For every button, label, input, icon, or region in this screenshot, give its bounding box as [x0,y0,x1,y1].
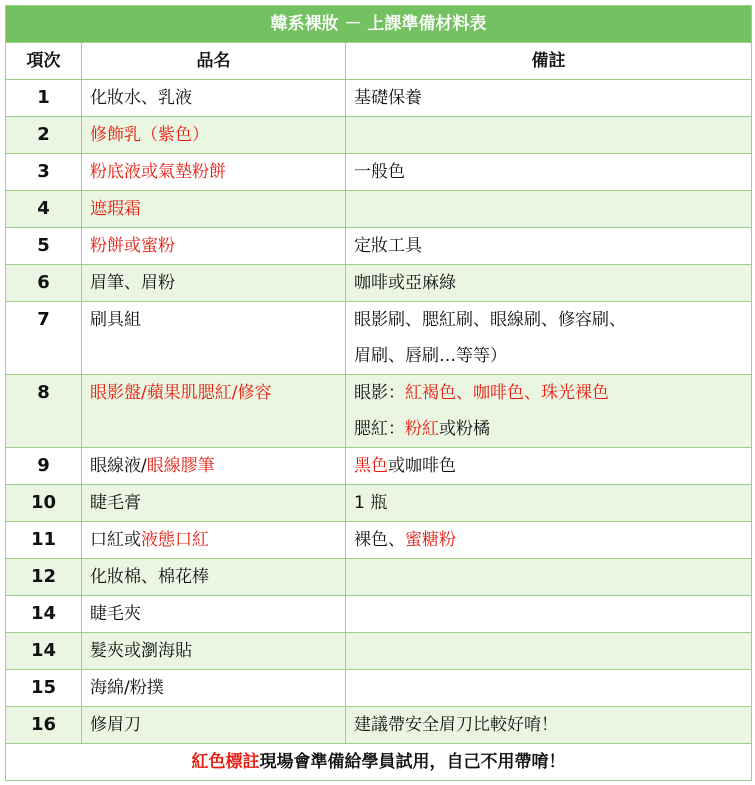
row-index: 10 [6,485,82,522]
text-segment: 髮夾或瀏海貼 [90,641,192,661]
table-row [6,228,752,265]
row-index: 5 [6,228,82,265]
text-segment: 基礎保養 [354,88,422,108]
row-item [82,191,346,228]
header-item: 品名 [82,43,346,80]
table-row [6,559,752,596]
row-item [82,117,346,154]
text-segment: 一般色 [354,162,405,182]
text-segment: 紅褐色、咖啡色、珠光裸色 [405,383,609,403]
row-note [346,596,752,633]
row-note [346,265,752,302]
table-row [6,485,752,522]
materials-table [5,5,752,781]
text-segment: 遮瑕霜 [90,199,141,219]
row-item [82,707,346,744]
footer-row [6,744,752,781]
row-index: 6 [6,265,82,302]
row-index: 8 [6,375,82,448]
header-row [6,43,752,80]
text-segment: 睫毛膏 [90,493,141,513]
row-index: 3 [6,154,82,191]
text-segment: 腮紅： [354,419,405,439]
note-line [354,338,743,374]
row-note [346,559,752,596]
text-segment: 蜜糖粉 [405,530,456,550]
note-line [354,80,743,116]
row-index: 15 [6,670,82,707]
text-segment: 睫毛夾 [90,604,141,624]
row-index: 7 [6,302,82,375]
note-line [354,448,743,484]
note-line [354,485,743,521]
row-item [82,302,346,375]
text-segment: 修飾乳（紫色） [90,125,209,145]
text-segment: 粉紅 [405,419,439,439]
text-segment: 建議帶安全眉刀比較好唷！ [354,715,558,735]
row-index: 16 [6,707,82,744]
footer-note [6,744,752,781]
text-segment: 1 瓶 [354,493,388,513]
note-line [354,265,743,301]
table-row [6,154,752,191]
row-index: 9 [6,448,82,485]
text-segment: 眉刷、唇刷…等等） [354,346,507,366]
text-segment: 眼影刷、腮紅刷、眼線刷、修容刷、 [354,310,626,330]
text-segment: 定妝工具 [354,236,422,256]
text-segment: 現場會準備給學員試用，自己不用帶唷！ [259,752,566,772]
row-note [346,670,752,707]
text-segment: 或粉橘 [439,419,490,439]
text-segment: 粉底液或氣墊粉餅 [90,162,226,182]
row-item [82,265,346,302]
text-segment: 液態口紅 [141,530,209,550]
table-row [6,265,752,302]
row-item [82,596,346,633]
note-line [354,375,743,411]
row-item [82,670,346,707]
row-note [346,485,752,522]
text-segment: 刷具組 [90,310,141,330]
row-item [82,154,346,191]
row-note [346,228,752,265]
note-line [354,154,743,190]
table-row [6,448,752,485]
row-note [346,80,752,117]
text-segment: 眉筆、眉粉 [90,273,175,293]
row-item [82,448,346,485]
text-segment: 化妝水、乳液 [90,88,192,108]
row-note [346,522,752,559]
row-index: 14 [6,633,82,670]
row-item [82,633,346,670]
note-line [354,522,743,558]
title-row [6,6,752,43]
text-segment: 黑色 [354,456,388,476]
row-note [346,154,752,191]
table-row [6,633,752,670]
text-segment: 咖啡或亞麻綠 [354,273,456,293]
row-note [346,191,752,228]
table-row [6,191,752,228]
row-item [82,228,346,265]
header-index: 項次 [6,43,82,80]
text-segment: 化妝棉、棉花棒 [90,567,209,587]
row-index: 2 [6,117,82,154]
text-segment: 粉餅或蜜粉 [90,236,175,256]
row-item [82,485,346,522]
text-segment: 眼影： [354,383,405,403]
note-line [354,228,743,264]
table-row [6,707,752,744]
row-index: 14 [6,596,82,633]
table-row [6,375,752,448]
text-segment: 裸色、 [354,530,405,550]
row-item [82,80,346,117]
table-row [6,670,752,707]
table-row [6,117,752,154]
row-item [82,522,346,559]
row-index: 11 [6,522,82,559]
row-note [346,448,752,485]
text-segment: 或咖啡色 [388,456,456,476]
row-index: 1 [6,80,82,117]
row-note [346,633,752,670]
text-segment: 海綿/粉撲 [90,678,164,698]
text-segment: 修眉刀 [90,715,141,735]
note-line [354,707,743,743]
row-note [346,117,752,154]
table-row [6,80,752,117]
table-row [6,522,752,559]
note-line [354,411,743,447]
table-title: 韓系裸妝 － 上課準備材料表 [6,6,752,43]
row-item [82,375,346,448]
table-row [6,302,752,375]
row-index: 12 [6,559,82,596]
note-line [354,302,743,338]
header-note: 備註 [346,43,752,80]
row-index: 4 [6,191,82,228]
row-note [346,302,752,375]
text-segment: 口紅或 [90,530,141,550]
text-segment: 眼影盤/蘋果肌腮紅/修容 [90,383,272,403]
row-note [346,375,752,448]
row-note [346,707,752,744]
text-segment: 眼線液/ [90,456,147,476]
text-segment: 眼線膠筆 [146,456,215,476]
text-segment: 紅色標註 [191,752,260,772]
row-item [82,559,346,596]
table-row [6,596,752,633]
